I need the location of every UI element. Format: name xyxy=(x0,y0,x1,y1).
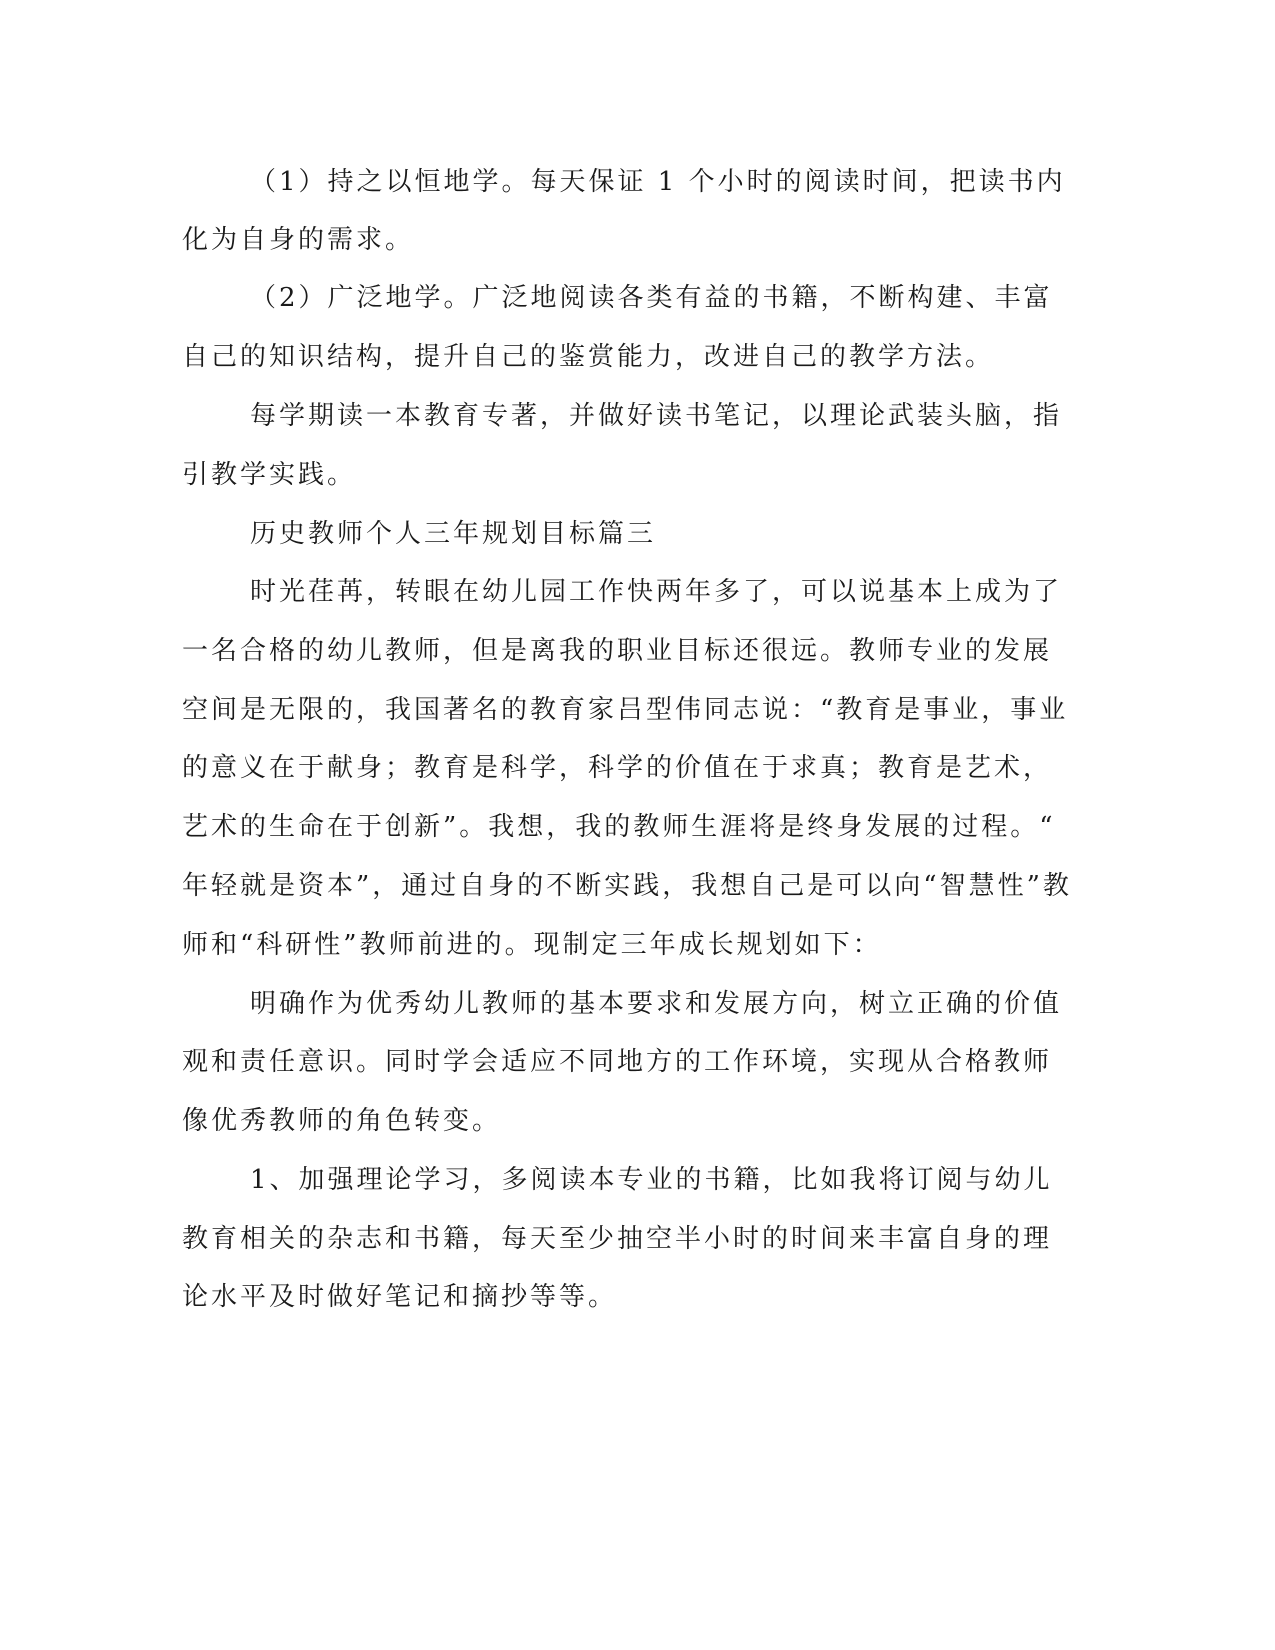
text-line: 每学期读一本教育专著，并做好读书笔记，以理论武装头脑，指 xyxy=(250,401,1063,431)
text-line: 年轻就是资本”，通过自身的不断实践，我想自己是可以向“智慧性”教 xyxy=(182,871,1072,901)
text-line: 时光荏苒，转眼在幼儿园工作快两年多了，可以说基本上成为了 xyxy=(250,577,1063,607)
text-line: 像优秀教师的角色转变。 xyxy=(182,1106,502,1136)
text-line: 化为自身的需求。 xyxy=(182,225,415,255)
text-line: 的意义在于献身；教育是科学，科学的价值在于求真；教育是艺术， xyxy=(182,753,1053,783)
text-line: 教育相关的杂志和书籍，每天至少抽空半小时的时间来丰富自身的理 xyxy=(182,1224,1053,1254)
text-line: 观和责任意识。同时学会适应不同地方的工作环境，实现从合格教师 xyxy=(182,1047,1053,1077)
text-line: 引教学实践。 xyxy=(182,460,357,490)
text-line: 自己的知识结构，提升自己的鉴赏能力，改进自己的教学方法。 xyxy=(182,342,995,372)
text-line: （1）持之以恒地学。每天保证 1 个小时的阅读时间，把读书内 xyxy=(250,167,1066,197)
text-line: 明确作为优秀幼儿教师的基本要求和发展方向，树立正确的价值 xyxy=(250,989,1063,1019)
text-line: 论水平及时做好笔记和摘抄等等。 xyxy=(182,1282,618,1312)
text-line: 空间是无限的，我国著名的教育家吕型伟同志说：“教育是事业，事业 xyxy=(182,695,1069,725)
text-line: 艺术的生命在于创新”。我想，我的教师生涯将是终身发展的过程。“ xyxy=(182,812,1056,842)
text-line: 师和“科研性”教师前进的。现制定三年成长规划如下： xyxy=(182,930,882,960)
section-heading: 历史教师个人三年规划目标篇三 xyxy=(250,519,657,549)
text-line: 1、加强理论学习，多阅读本专业的书籍，比如我将订阅与幼儿 xyxy=(250,1165,1053,1195)
text-line: （2）广泛地学。广泛地阅读各类有益的书籍，不断构建、丰富 xyxy=(250,283,1053,313)
text-line: 一名合格的幼儿教师，但是离我的职业目标还很远。教师专业的发展 xyxy=(182,636,1053,666)
